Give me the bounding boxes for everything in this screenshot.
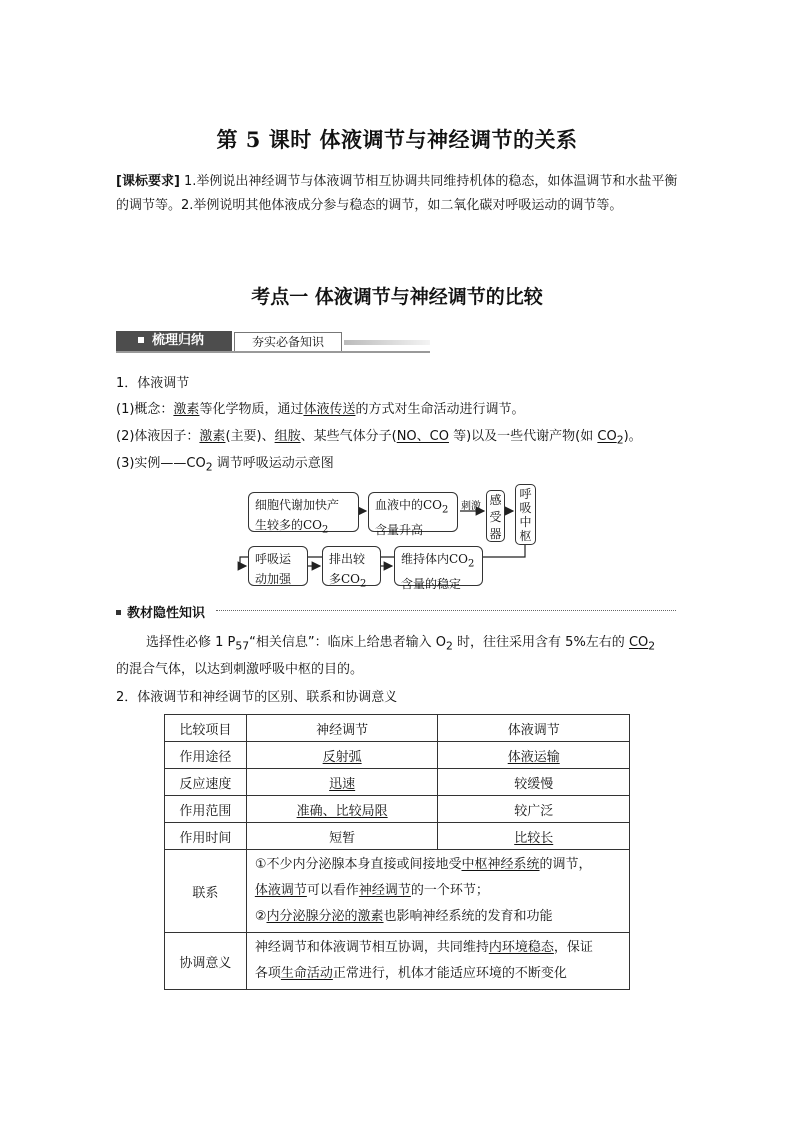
requirements-label: [课标要求] (116, 174, 180, 189)
text: 调节呼吸运动示意图 (212, 456, 334, 471)
page-title: 第 5 课时 体液调节与神经调节的关系 (216, 127, 578, 152)
text: 的方式对生命活动进行调节。 (355, 402, 525, 417)
table-cell: 作用范围 (165, 796, 247, 823)
text: “相关信息”：临床上给患者输入 O (249, 635, 447, 650)
underlined-term: 神经调节 (358, 883, 411, 898)
text: 血液中的CO (375, 498, 443, 512)
subscript: 2 (616, 433, 624, 447)
table-cell (438, 742, 630, 769)
heading-1: 1．体液调节 (116, 376, 190, 391)
subscript: 2 (322, 524, 329, 536)
table-row (165, 796, 630, 823)
flow-box-exhale (322, 546, 381, 590)
flow-box-respiratory-center (515, 484, 536, 545)
text (255, 961, 621, 987)
section-title: 考点一 体液调节与神经调节的比较 (251, 286, 543, 308)
text: (1)概念： (116, 402, 174, 417)
underlined-term: NO、CO (396, 429, 449, 444)
text: 受 (489, 510, 502, 524)
table-cell (246, 742, 438, 769)
table-cell (246, 769, 438, 796)
underlined-term: 体液传送 (303, 402, 356, 417)
square-icon (116, 610, 121, 615)
text (255, 935, 621, 961)
table-cell: 反应速度 (165, 769, 247, 796)
subscript: 2 (446, 639, 453, 653)
flow-box-receptor (486, 490, 505, 542)
underlined-term: 体液调节 (254, 883, 307, 898)
text (255, 852, 621, 878)
underlined-term: 体液运输 (507, 749, 560, 765)
subscript: 2 (360, 578, 367, 590)
text: 的一个环节； (410, 883, 489, 898)
subscript: 2 (205, 460, 213, 474)
arrow-label: 刺激 (461, 501, 481, 512)
underlined-term (628, 635, 656, 653)
hidden-text-line1 (146, 633, 655, 657)
text: 含量升高 (375, 523, 424, 538)
table-header (165, 715, 630, 742)
text: CO (628, 635, 649, 650)
text: 呼吸运 (255, 552, 292, 566)
underlined-term: 激素 (199, 429, 226, 444)
text: 排出较 (329, 552, 366, 566)
banner-dark-label: 梳理归纳 (152, 333, 205, 348)
flow-box-breathing (248, 546, 308, 586)
text: 各项 (254, 966, 281, 981)
text: 含量的稳定 (401, 577, 462, 592)
text: 可以看作 (306, 883, 359, 898)
text: 呼 (519, 487, 532, 501)
flow-box-metabolism (248, 492, 359, 536)
requirements-text: 1.举例说出神经调节与体液调节相互协调共同维持机体的稳态，如体温调节和水盐平衡的调节等。2.举例说明其他体液成分参与稳态的调节，如二氧化碳对呼吸运动的调节等。 (116, 174, 678, 213)
header-cell: 体液调节 (438, 715, 630, 742)
header-cell: 比较项目 (165, 715, 247, 742)
text (375, 495, 451, 520)
flow-box-blood-co2 (368, 492, 458, 538)
text: 枢 (519, 529, 532, 543)
text: 等化学物质，通过 (199, 402, 304, 417)
text (329, 569, 374, 594)
text: 动加强 (255, 572, 292, 586)
text: ①不少内分泌腺本身直接或间接地受 (254, 857, 462, 872)
underlined-term: 激素 (173, 402, 200, 417)
text: 器 (489, 527, 502, 541)
comparison-table (164, 714, 630, 990)
text: 教材隐性知识 (127, 606, 206, 621)
text: 也影响神经系统的发育和功能 (383, 909, 553, 924)
subscript: 2 (442, 504, 449, 516)
underlined-term: 准确、比较局限 (296, 803, 388, 819)
text: 正常进行，机体才能适应环境的不断变化 (332, 966, 567, 981)
table-cell (438, 823, 630, 850)
text: 时，往往采用含有 5%左右的 (452, 635, 629, 650)
table-row (165, 742, 630, 769)
underlined-term: 生命活动 (280, 966, 333, 981)
text: 细胞代谢加快产 (255, 498, 340, 512)
table-cell: 较缓慢 (438, 769, 630, 796)
subscript: 2 (468, 558, 475, 570)
table-cell: 协调意义 (165, 933, 247, 990)
text: CO (597, 429, 617, 444)
text: (主要)、 (225, 429, 275, 444)
table-cell: 短暂 (246, 823, 438, 850)
table-row-significance (165, 933, 630, 990)
text (401, 549, 476, 574)
underlined-term: 内环境稳态 (488, 940, 554, 955)
table-cell: 作用时间 (165, 823, 247, 850)
text: 中 (519, 515, 532, 529)
text (255, 904, 621, 930)
underlined-term: 比较长 (514, 830, 554, 846)
text: 的调节， (539, 857, 592, 872)
underlined-term: 组胺 (274, 429, 301, 444)
table-row-relation (165, 850, 630, 933)
subscript: 2 (648, 639, 656, 653)
text: 生较多的CO (255, 518, 323, 532)
text: ，保证 (553, 940, 593, 955)
underlined-term: 反射弧 (322, 749, 362, 765)
text: 、某些气体分子( (300, 429, 397, 444)
text: 吸 (519, 501, 532, 515)
underlined-term: 内分泌腺分泌的激素 (266, 909, 384, 924)
subscript: 57 (235, 639, 250, 653)
text: 多CO (329, 572, 361, 586)
text (255, 515, 352, 540)
text: 等)以及一些代谢产物(如 (448, 429, 598, 444)
significance-cell (246, 933, 629, 990)
dotted-rule (216, 610, 676, 611)
relation-cell (246, 850, 629, 933)
text: 选择性必修 1 P (146, 635, 236, 650)
banner-light-label: 夯实必备知识 (234, 332, 342, 352)
underlined-term: 迅速 (329, 776, 356, 792)
underlined-term: 中枢神经系统 (461, 857, 540, 872)
text: 维持体内CO (401, 552, 469, 566)
text: 神经调节和体液调节相互协调，共同维持 (254, 940, 489, 955)
header-cell: 神经调节 (246, 715, 438, 742)
flow-box-stability (394, 546, 483, 592)
table-row (165, 769, 630, 796)
text: 感 (489, 493, 502, 507)
text: (3)实例——CO (116, 456, 206, 471)
hidden-text-line2: 的混合气体，以达到刺激呼吸中枢的目的。 (116, 662, 364, 677)
table-cell: 较广泛 (438, 796, 630, 823)
heading-2: 2．体液调节和神经调节的区别、联系和协调意义 (116, 690, 398, 705)
hidden-knowledge-label (116, 602, 205, 621)
text: ② (254, 909, 267, 924)
text (255, 878, 621, 904)
table-cell: 联系 (165, 850, 247, 933)
table-cell: 作用途径 (165, 742, 247, 769)
table-cell (246, 796, 438, 823)
table-row (165, 823, 630, 850)
text: (2)体液因子： (116, 429, 200, 444)
text: )。 (623, 429, 642, 444)
